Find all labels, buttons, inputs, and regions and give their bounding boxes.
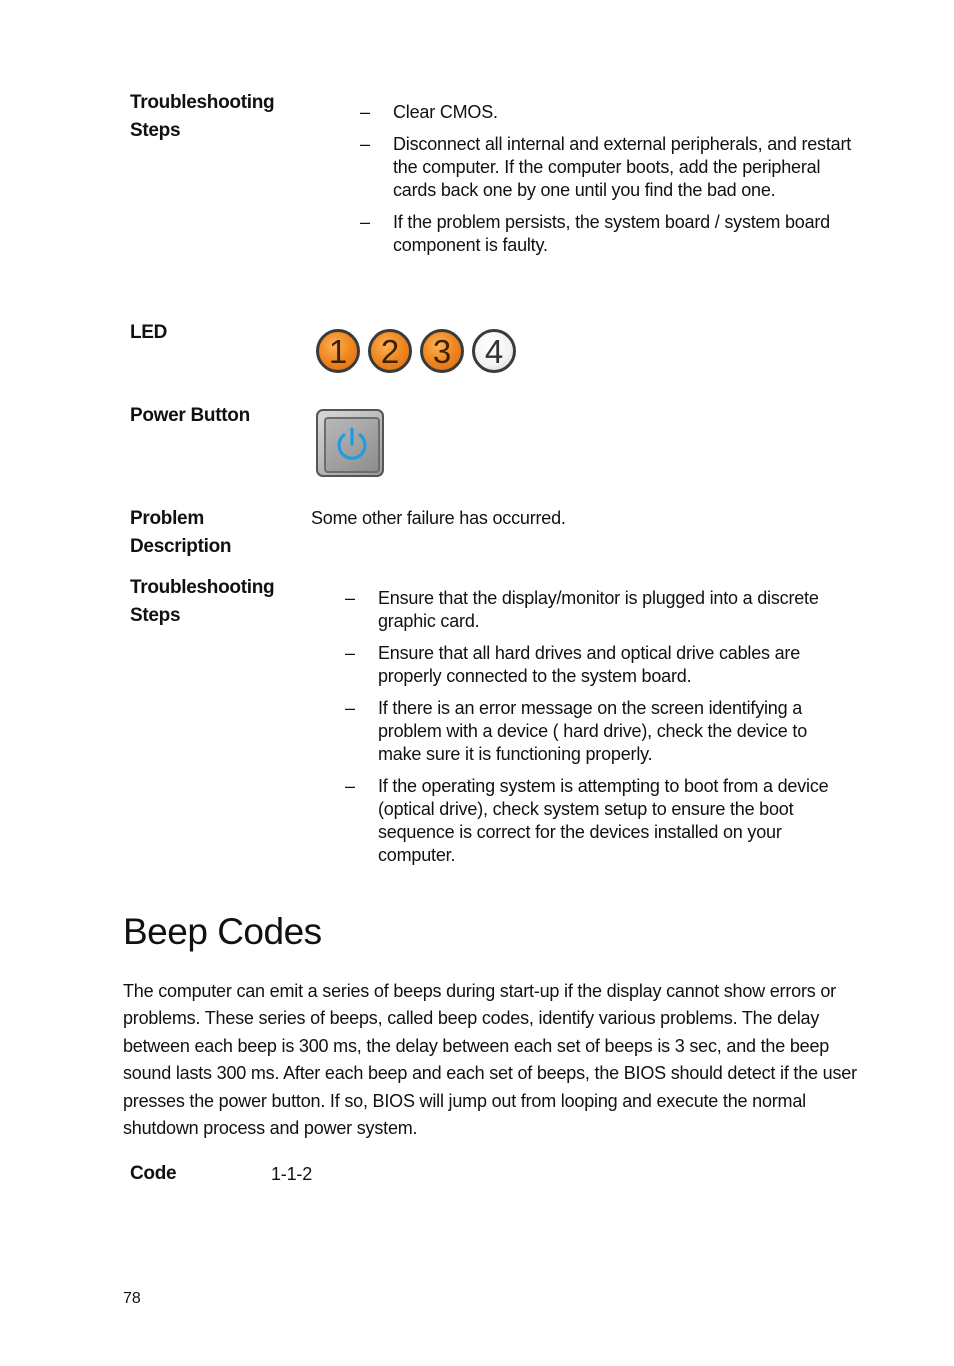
label-line: Troubleshooting xyxy=(130,577,275,598)
troubleshooting-steps-list xyxy=(360,101,853,266)
step-item xyxy=(345,587,853,633)
step-item xyxy=(345,642,853,688)
label-line: Steps xyxy=(130,120,181,141)
step-item xyxy=(360,133,853,202)
step-text: If there is an error message on the screen identifying a problem with a device ( hard drive), check the device to make sure it is functioning properly. xyxy=(378,698,808,764)
label-line: Troubleshooting xyxy=(130,92,275,113)
led-indicator-3: 3 xyxy=(420,329,464,373)
power-button-image xyxy=(316,409,384,477)
step-text: If the operating system is attempting to boot from a device (optical drive), check system setup to ensure the boot sequence is correct for the devices installed on your computer. xyxy=(378,776,829,865)
problem-description-text: Some other failure has occurred. xyxy=(311,508,566,528)
power-button-label: Power Button xyxy=(130,405,250,426)
problem-description-label xyxy=(130,505,231,561)
step-text: Disconnect all internal and external peripherals, and restart the computer. If the computer boots, add the peripheral cards back one by one until you find the bad one. xyxy=(393,134,852,200)
page-number: 78 xyxy=(123,1290,141,1307)
dash: – xyxy=(360,212,370,232)
power-button-face xyxy=(324,417,380,473)
section-title: Beep Codes xyxy=(123,911,322,952)
steps-list xyxy=(360,101,853,257)
code-label: Code xyxy=(130,1163,177,1184)
label-line: Problem xyxy=(130,508,204,529)
label-line: Steps xyxy=(130,605,181,626)
step-item xyxy=(360,211,853,257)
dash: – xyxy=(345,588,355,608)
steps-list xyxy=(345,587,853,867)
troubleshooting-label xyxy=(130,89,274,145)
led-label: LED xyxy=(130,322,168,343)
dash: – xyxy=(360,102,370,122)
dash: – xyxy=(345,698,355,718)
label-line: Description xyxy=(130,536,232,557)
led-indicator-2: 2 xyxy=(368,329,412,373)
step-item xyxy=(345,775,853,867)
led-indicator-4: 4 xyxy=(472,329,516,373)
step-text: Clear CMOS. xyxy=(393,102,498,122)
led-indicator-1: 1 xyxy=(316,329,360,373)
step-item xyxy=(345,697,853,766)
led-indicators xyxy=(314,327,524,379)
code-value: 1-1-2 xyxy=(271,1164,313,1184)
step-text: Ensure that all hard drives and optical drive cables are properly connected to the system board. xyxy=(378,643,801,686)
troubleshooting-steps-list xyxy=(345,587,853,876)
step-text: If the problem persists, the system board / system board component is faulty. xyxy=(393,212,830,255)
power-icon xyxy=(326,419,378,471)
section-paragraph: The computer can emit a series of beeps during start-up if the display cannot show errors or problems. These series of beeps, called beep codes, identify various problems. The delay between each beep is 300 ms, the delay between each set of beeps is 3 sec, and the beep sound lasts 300 ms. After each beep and each set of beeps, the BIOS should detect if the user presses the power button. If so, BIOS will jump out from looping and execute the normal shutdown process and power system. xyxy=(123,981,857,1139)
step-item xyxy=(360,101,853,124)
dash: – xyxy=(360,134,370,154)
step-text: Ensure that the display/monitor is plugged into a discrete graphic card. xyxy=(378,588,819,631)
dash: – xyxy=(345,643,355,663)
dash: – xyxy=(345,776,355,796)
troubleshooting-label xyxy=(130,574,274,630)
